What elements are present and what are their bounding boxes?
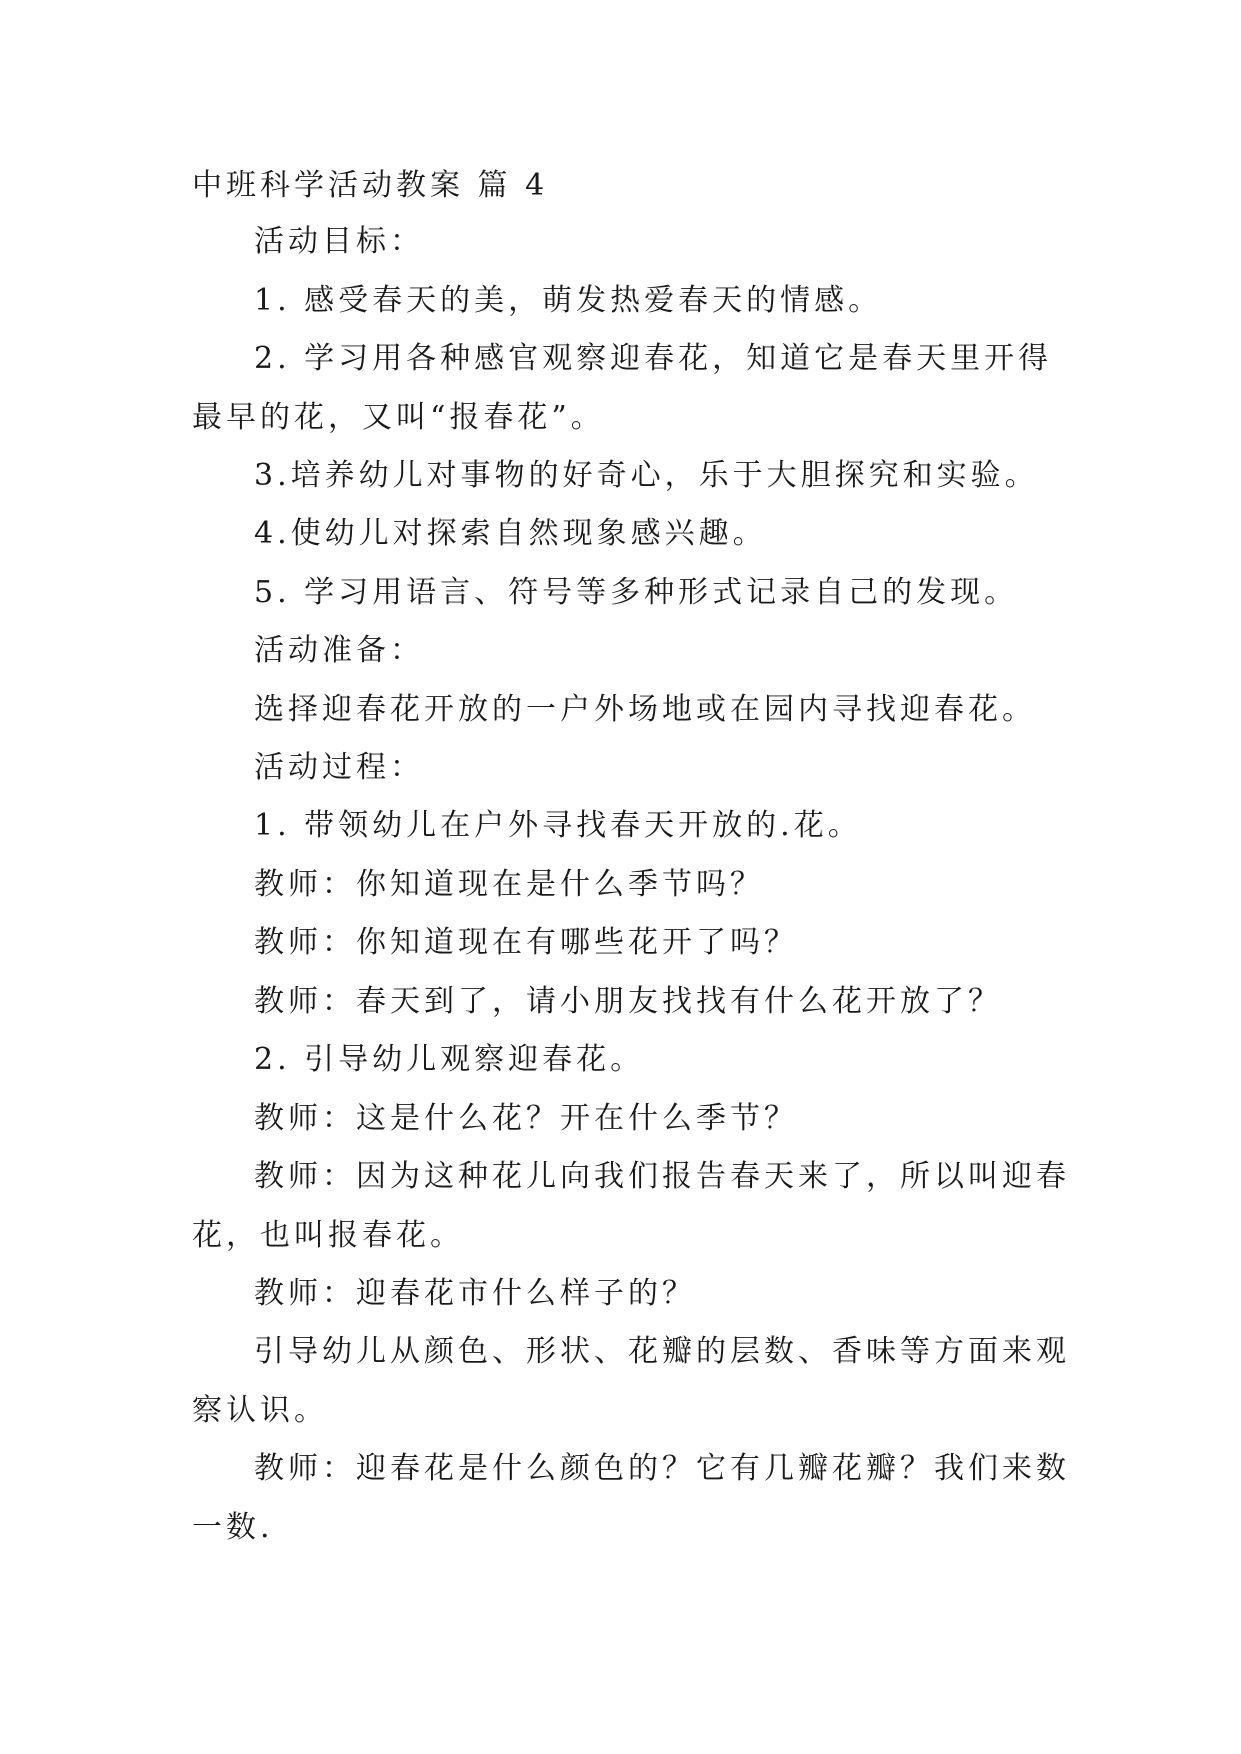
paragraph-line: 教师：迎春花市什么样子的？ [254, 1276, 696, 1311]
paragraph-line: 活动过程： [254, 750, 424, 785]
paragraph-line: 察认识。 [192, 1393, 328, 1428]
paragraph-line: 花，也叫报春花。 [192, 1218, 464, 1253]
paragraph-line: 2. 学习用各种感官观察迎春花，知道它是春天里开得 [254, 341, 1053, 376]
paragraph-line: 3.培养幼儿对事物的好奇心，乐于大胆探究和实验。 [254, 458, 1039, 493]
paragraph-line: 教师：你知道现在有哪些花开了吗？ [254, 925, 798, 960]
paragraph-line: 一数. [192, 1510, 274, 1545]
paragraph-line: 2. 引导幼儿观察迎春花。 [254, 1042, 645, 1077]
paragraph-line: 教师：这是什么花？开在什么季节？ [254, 1101, 798, 1136]
paragraph-line: 教师：你知道现在是什么季节吗？ [254, 867, 764, 902]
paragraph-line: 1. 感受春天的美，萌发热爱春天的情感。 [254, 283, 883, 318]
paragraph-line: 教师：春天到了，请小朋友找找有什么花开放了？ [254, 984, 1002, 1019]
paragraph-line: 4.使幼儿对探索自然现象感兴趣。 [254, 516, 767, 551]
paragraph-line: 1. 带领幼儿在户外寻找春天开放的.花。 [254, 808, 862, 843]
paragraph-line: 引导幼儿从颜色、形状、花瓣的层数、香味等方面来观 [254, 1334, 1070, 1369]
paragraph-line: 选择迎春花开放的一户外场地或在园内寻找迎春花。 [254, 692, 1036, 727]
paragraph-line: 活动目标： [254, 224, 424, 259]
document-title: 中班科学活动教案 篇 4 [192, 168, 549, 203]
paragraph-line: 教师：迎春花是什么颜色的？它有几瓣花瓣？我们来数 [254, 1451, 1070, 1486]
paragraph-line: 活动准备： [254, 633, 424, 668]
paragraph-line: 5. 学习用语言、符号等多种形式记录自己的发现。 [254, 575, 1019, 610]
paragraph-line: 教师：因为这种花儿向我们报告春天来了，所以叫迎春 [254, 1159, 1070, 1194]
paragraph-line: 最早的花，又叫“报春花”。 [192, 400, 605, 435]
